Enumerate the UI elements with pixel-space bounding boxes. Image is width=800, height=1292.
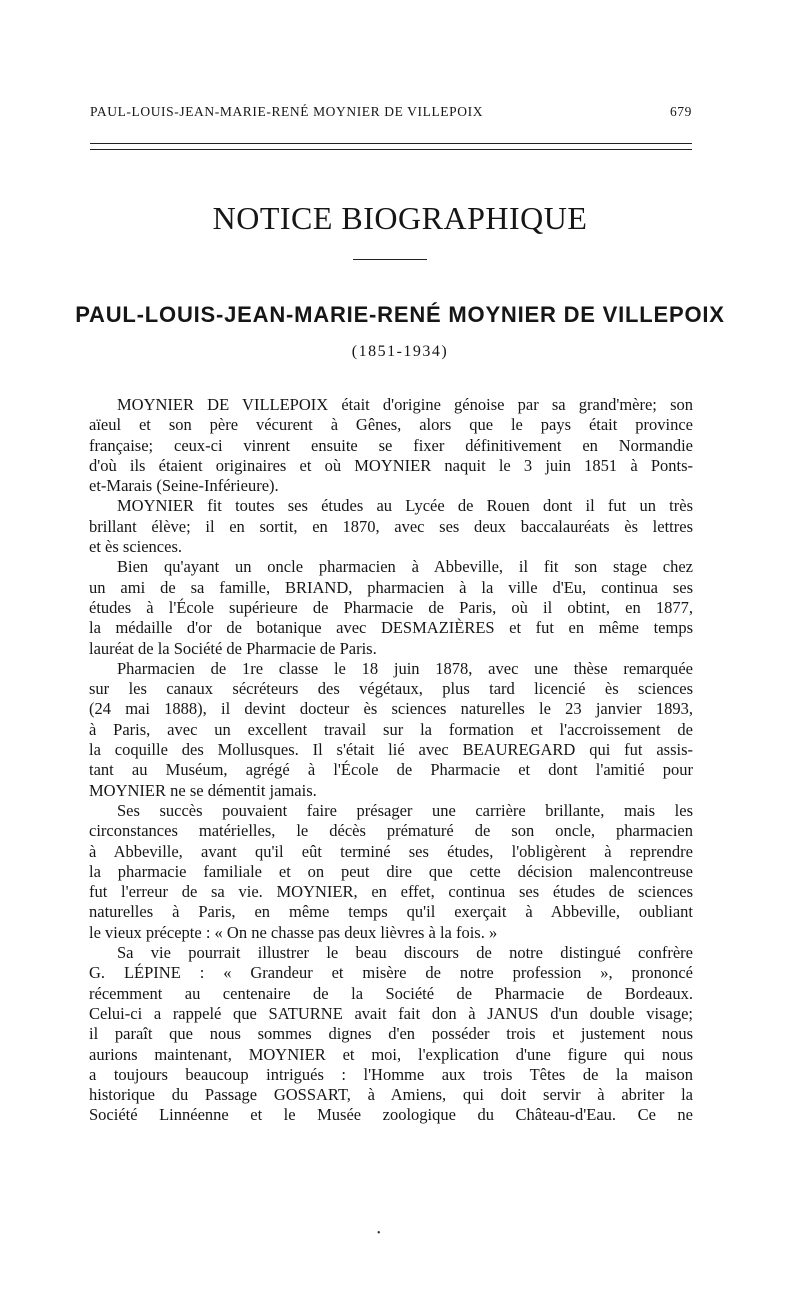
text-line: à Paris, avec un excellent travail sur la formation et l'accroissement de [89, 719, 693, 739]
text-line: un ami de sa famille, BRIAND, pharmacien à la ville d'Eu, continua ses [89, 577, 693, 597]
text-line: il paraît que nous sommes dignes d'en posséder trois et justement nous [89, 1024, 693, 1044]
text-line: brillant élève; il en sortit, en 1870, avec ses deux baccalauréats ès lettres [89, 516, 693, 536]
text-line: Société Linnéenne et le Musée zoologique du Château-d'Eau. Ce ne [89, 1105, 693, 1125]
text-line: a toujours beaucoup intrigués : l'Homme aux trois Têtes de la maison [89, 1064, 693, 1084]
title-rule [353, 259, 427, 260]
text-line: la pharmacie familiale et on peut dire que cette décision malencontreuse [89, 861, 693, 881]
text-line: d'où ils étaient originaires et où MOYNIER naquit le 3 juin 1851 à Ponts- [89, 455, 693, 475]
text-line: Bien qu'ayant un oncle pharmacien à Abbeville, il fit son stage chez [117, 557, 693, 577]
text-line: historique du Passage GOSSART, à Amiens, qui doit servir à abriter la [89, 1085, 693, 1105]
text-line: (24 mai 1888), il devint docteur ès sciences naturelles le 23 janvier 1893, [89, 699, 693, 719]
text-line: Pharmacien de 1re classe le 18 juin 1878, avec une thèse remarquée [117, 658, 693, 678]
text-line: et ès sciences. [89, 537, 182, 557]
text-line: à Abbeville, avant qu'il eût terminé ses études, l'obligèrent à reprendre [89, 841, 693, 861]
text-line: française; ceux-ci vinrent ensuite se fixer définitivement en Normandie [89, 435, 693, 455]
text-line: fut l'erreur de sa vie. MOYNIER, en effet, continua ses études de sciences [89, 882, 693, 902]
text-line: études à l'École supérieure de Pharmacie de Paris, où il obtint, en 1877, [89, 597, 693, 617]
page-number: 679 [669, 104, 692, 119]
text-line: Celui-ci a rappelé que SATURNE avait fait don à JANUS d'un double visage; [89, 1003, 693, 1023]
text-line: le vieux précepte : « On ne chasse pas deux lièvres à la fois. » [89, 922, 498, 942]
biography-text [89, 395, 693, 1126]
text-line: aurions maintenant, MOYNIER et moi, l'explication d'une figure qui nous [89, 1044, 693, 1064]
text-line: aïeul et son père vécurent à Gênes, alors que le pays était province [89, 415, 693, 435]
subject-name: PAUL-LOUIS-JEAN-MARIE-RENÉ MOYNIER DE VILLEPOIX [75, 302, 725, 327]
running-header [90, 104, 692, 120]
text-line: lauréat de la Société de Pharmacie de Paris. [89, 638, 377, 658]
text-line: MOYNIER DE VILLEPOIX était d'origine génoise par sa grand'mère; son [117, 395, 693, 414]
running-title: PAUL-LOUIS-JEAN-MARIE-RENÉ MOYNIER DE VILLEPOIX [90, 104, 484, 119]
text-line: naturelles à Paris, en même temps qu'il exerçait à Abbeville, oubliant [89, 902, 693, 922]
text-line: la médaille d'or de botanique avec DESMAZIÈRES et fut en même temps [89, 618, 693, 638]
text-line: et-Marais (Seine-Inférieure). [89, 476, 279, 496]
text-line: la coquille des Mollusques. Il s'était lié avec BEAUREGARD qui fut assis- [89, 740, 693, 760]
text-line: MOYNIER ne se démentit jamais. [89, 780, 317, 800]
notice-title: NOTICE BIOGRAPHIQUE [212, 200, 588, 236]
text-line: tant au Muséum, agrégé à l'École de Pharmacie et dont l'amitié pour [89, 760, 693, 780]
text-line: sur les canaux sécréteurs des végétaux, plus tard licencié ès sciences [89, 679, 693, 699]
text-line: G. LÉPINE : « Grandeur et misère de notre profession », prononcé [89, 963, 693, 983]
text-line: circonstances matérielles, le décès prématuré de son oncle, pharmacien [89, 821, 693, 841]
life-dates: (1851-1934) [351, 343, 449, 360]
header-double-rule [90, 143, 692, 150]
footer-mark: • [377, 1228, 381, 1239]
text-line: récemment au centenaire de la Société de Pharmacie de Bordeaux. [89, 983, 693, 1003]
text-line: Ses succès pouvaient faire présager une carrière brillante, mais les [117, 800, 693, 820]
text-line: Sa vie pourrait illustrer le beau discours de notre distingué confrère [117, 943, 693, 963]
text-line: MOYNIER fit toutes ses études au Lycée de Rouen dont il fut un très [117, 496, 693, 516]
